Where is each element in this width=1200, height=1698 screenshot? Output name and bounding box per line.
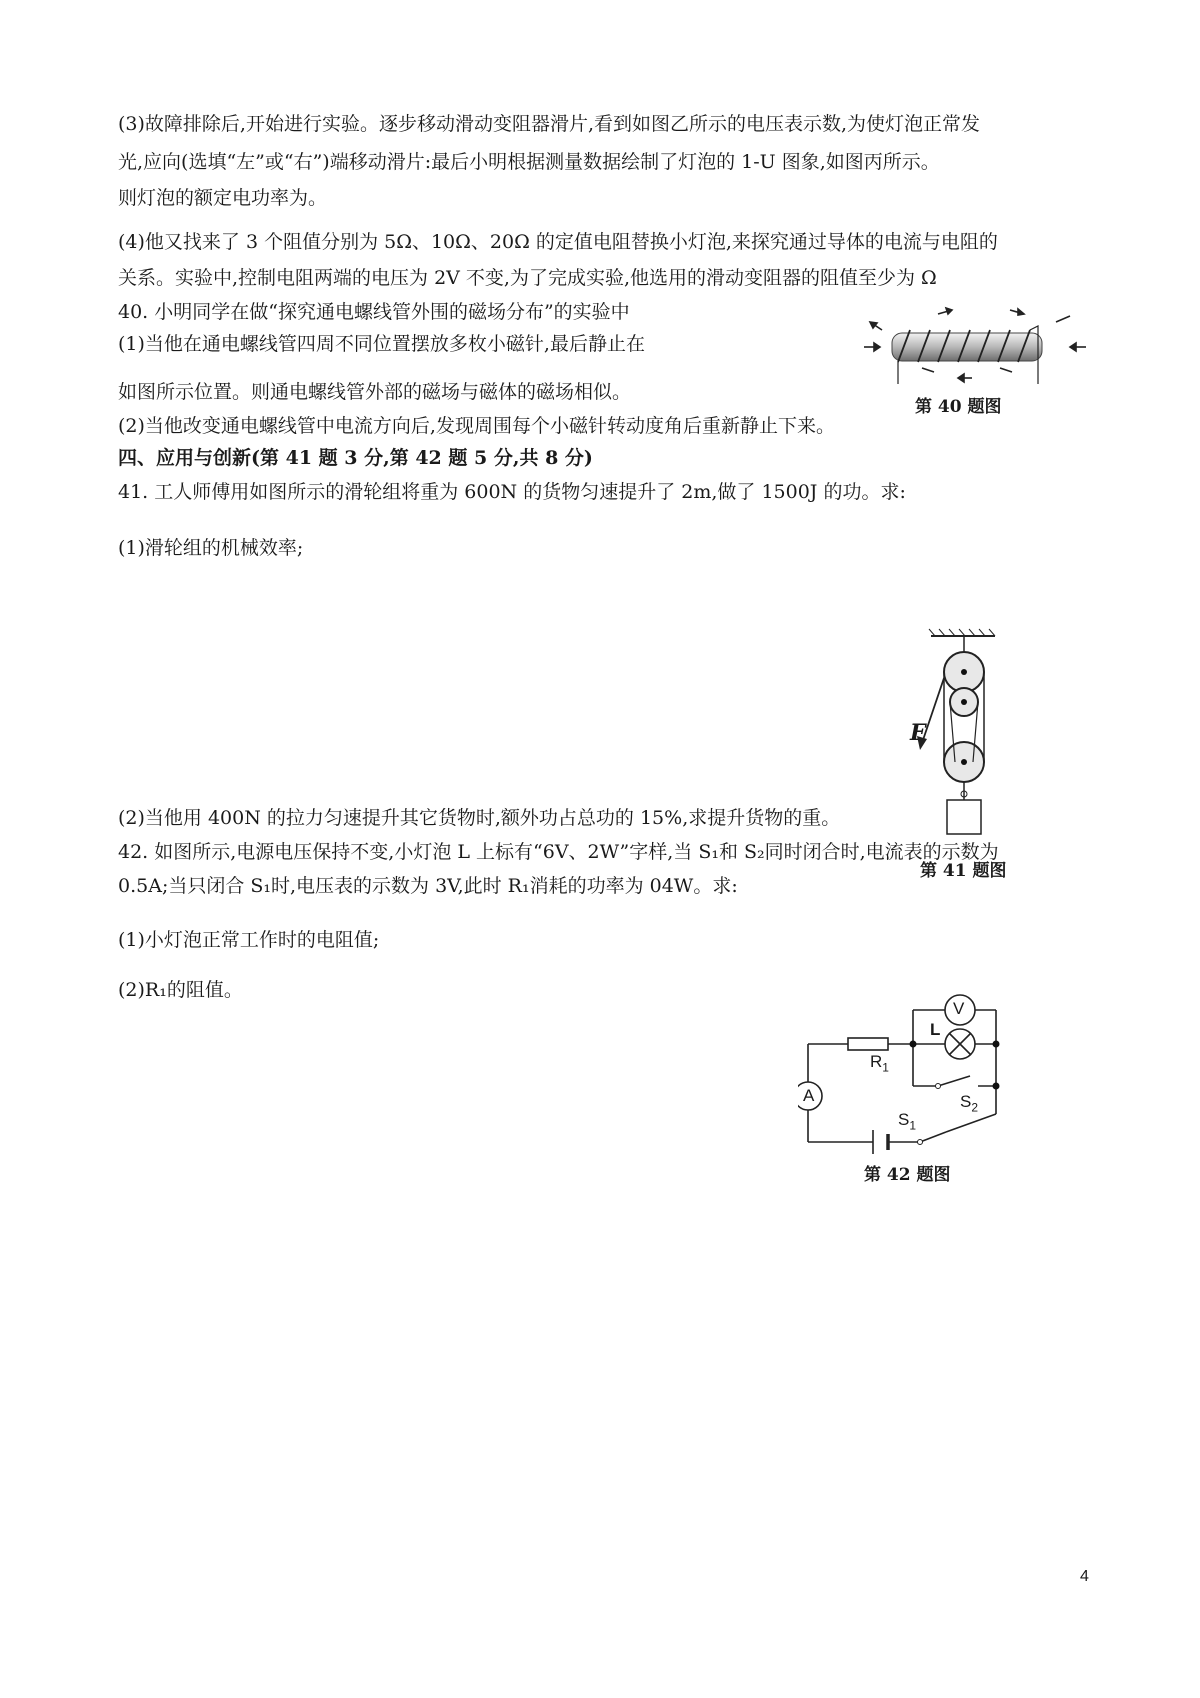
- switch1-label: $S_1$: [898, 1110, 917, 1133]
- q40-part1-line2: 如图所示位置。则通电螺线管外部的磁场与磁体的磁场相似。: [118, 381, 632, 403]
- q42-stem-line1: 42. 如图所示,电源电压保持不变,小灯泡 L 上标有“6V、2W”字样,当 S₁和 S₂同时闭合时,电流表的示数为: [118, 841, 999, 863]
- q39-part3-line3: 则灯泡的额定电功率为。: [118, 187, 328, 209]
- section-four-heading: 四、应用与创新(第 41 题 3 分,第 42 题 5 分,共 8 分): [118, 447, 593, 469]
- resistor-label: $R_1$: [870, 1052, 889, 1075]
- switch2-label: $S_2$: [960, 1092, 979, 1115]
- q40-part1-line1: (1)当他在通电螺线管四周不同位置摆放多枚小磁针,最后静止在: [118, 333, 645, 355]
- q41-stem: 41. 工人师傅用如图所示的滑轮组将重为 600N 的货物匀速提升了 2m,做了 1500J 的功。求:: [118, 481, 906, 503]
- fig41-caption: 第 41 题图: [920, 861, 1007, 881]
- circuit-figure: [798, 984, 1013, 1159]
- q40-stem: 40. 小明同学在做“探究通电螺线管外围的磁场分布”的实验中: [118, 301, 630, 323]
- q39-part3-line2: 光,应向(选填“左”或“右”)端移动滑片:最后小明根据测量数据绘制了灯泡的 1-U 图象,如图丙所示。: [118, 151, 940, 173]
- q40-part2: (2)当他改变通电螺线管中电流方向后,发现周围每个小磁针转动度角后重新静止下来。: [118, 415, 835, 437]
- lamp-label: L: [930, 1020, 941, 1039]
- q42-part2: (2)R₁的阻值。: [118, 979, 243, 1001]
- ammeter-label: A: [803, 1086, 815, 1105]
- page-number: 4: [1080, 1568, 1089, 1585]
- voltmeter-label: V: [953, 999, 965, 1018]
- q42-stem-line2: 0.5A;当只闭合 S₁时,电压表的示数为 3V,此时 R₁消耗的功率为 04W。求:: [118, 875, 738, 897]
- q39-part4-line2: 关系。实验中,控制电阻两端的电压为 2V 不变,为了完成实验,他选用的滑动变阻器的阻值至少为 Ω: [118, 267, 937, 289]
- q41-part2: (2)当他用 400N 的拉力匀速提升其它货物时,额外功占总功的 15%,求提升货物的重。: [118, 807, 841, 829]
- q41-part1: (1)滑轮组的机械效率;: [118, 537, 304, 559]
- q39-part3-line1: (3)故障排除后,开始进行实验。逐步移动滑动变阻器滑片,看到如图乙所示的电压表示数,为使灯泡正常发: [118, 113, 981, 135]
- force-label: F: [910, 720, 926, 746]
- solenoid-figure: [860, 300, 1090, 390]
- q42-part1: (1)小灯泡正常工作时的电阻值;: [118, 929, 380, 951]
- q39-part4-line1: (4)他又找来了 3 个阻值分别为 5Ω、10Ω、20Ω 的定值电阻替换小灯泡,来探究通过导体的电流与电阻的: [118, 231, 998, 253]
- fig42-caption: 第 42 题图: [864, 1165, 951, 1185]
- fig40-caption: 第 40 题图: [915, 397, 1002, 417]
